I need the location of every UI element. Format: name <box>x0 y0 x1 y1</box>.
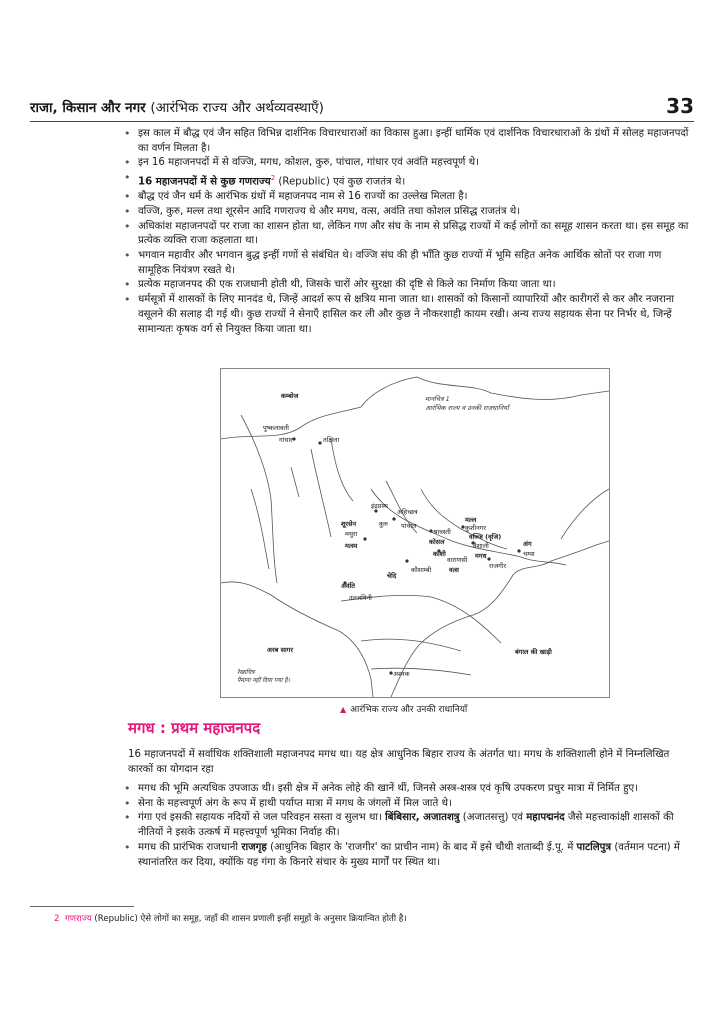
map-label-kuru: कुरु <box>379 520 388 528</box>
map-title <box>425 395 509 413</box>
footnote-text: (Republic) ऐसे लोगों का समूह, जहाँ की शासन प्रणाली इन्हीं समूहों के अनुसार क्रियान्वित होती है। <box>94 914 407 924</box>
map-label-bay-of-bengal: बंगाल की खाड़ी <box>515 648 552 656</box>
map-label-kushinagar: कुशीनगर <box>465 524 487 532</box>
map-label-vajji: वज्जि (वृजि) <box>469 533 502 541</box>
footnote-ref: 2 <box>270 174 276 183</box>
list-item: • सेना के महत्त्वपूर्ण अंग के रूप में हाथी पर्याप्त मात्रा में मगध के जंगलों में मिल जाते थे। <box>128 797 694 812</box>
map-title-line-2: आरंभिक राज्य व उनकी राजधानियाँ <box>425 404 509 412</box>
footnote <box>54 912 407 924</box>
map-label-kosala: कोसल <box>429 538 445 546</box>
map-label-avanti: अवंति <box>341 582 355 590</box>
list-item: • इन 16 महाजनपदों में से वज्जि, मगध, कोशल, कुरु, पांचाल, गांधार एवं अवंति महत्त्वपूर्ण थे। <box>128 156 694 171</box>
intro-paragraph: 16 महाजनपदों में सर्वाधिक शक्तिशाली महाजनपद मगध था। यह क्षेत्र आधुनिक बिहार राज्य के अंतर्गत था। मगध के शक्तिशाली होने में निम्नलिखित कारकों का योगदान रहा <box>128 749 670 775</box>
bullet-text: 16 महाजनपदों में से कुछ गणराज्य <box>138 176 271 188</box>
list-item: • धर्मसूत्रों में शासकों के लिए मानदंड थे, जिन्हें आदर्श रूप से क्षत्रिय माना जाता था। शासकों को किसानों व्यापारियों और कारीगरों से कर और नजराना वसूलने की सलाह दी गई थी। कुछ राज्यों ने सेनाएँ हासिल कर ली और कुछ ने नौकरशाही कायम रखी। अन्य राज्य सहायक सेना पर निर्भर थे, जिन्हें सामान्यतः कृषक वर्ग से नियुक्त किया जाता था। <box>128 293 694 337</box>
bold-term: महापद्मनंद <box>526 812 565 824</box>
chapter-title <box>30 98 324 116</box>
footnote-rule <box>30 906 134 907</box>
list-item: • मगध की भूमि अत्यधिक उपजाऊ थी। इसी क्षेत्र में अनेक लोहे की खानें थीं, जिनसे अस्त्र-शस्त्र एवं कृषि उपकरण प्रचुर मात्रा में निर्मित हुए। <box>128 782 694 797</box>
map-caption <box>340 702 467 715</box>
map-note-line-2: पैमाना नहीं दिया गया है। <box>237 677 290 684</box>
map-caption-text: आरंभिक राज्य और उनकी राधानियाँ <box>350 705 468 715</box>
map-label-rajgir: राजगीर <box>489 562 507 570</box>
map-label-panchal: पांचाल <box>401 522 417 530</box>
list-item <box>128 811 694 840</box>
map-note <box>237 669 290 685</box>
list-item: • वज्जि, कुरु, मल्ल तथा शूरसेन आदि गणराज्य थे और मगध, वत्स, अवंति तथा कोशल प्रसिद्ध राजतंत्र थे। <box>128 205 694 220</box>
map-label-takshila: तक्षिला <box>323 436 340 444</box>
bold-term: बिंबिसार, अजातशत्रु <box>385 812 460 824</box>
map-label-ujjayini: उज्जयिनी <box>349 594 372 602</box>
footnote-term: गणराज्य <box>64 914 92 924</box>
bullet-text: (वर्तमान पटना) में स्थानांतरित कर दिया, क्योंकि यह गंगा के किनारे संचार के मुख्य मार्गों पर स्थित था। <box>138 841 680 868</box>
list-item: • भगवान महावीर और भगवान बुद्ध इन्हीं गणों से संबंधित थे। वज्जि संघ की ही भाँति कुछ राज्यों में भूमि सहित अनेक आर्थिक स्रोतों पर राजा गण सामूहिक नियंत्रण रखते थे। <box>128 249 694 278</box>
list-item: • इस काल में बौद्ध एवं जैन सहित विभिन्न दार्शनिक विचारधाराओं का विकास हुआ। इन्हीं धार्मिक एवं दार्शनिक विचारधाराओं के ग्रंथों में सोलह महाजनपदों का वर्णन मिलता है। <box>128 127 694 156</box>
map-label-kashi: काशी <box>433 550 446 558</box>
bullet-text: जैसे महत्त्वाकांक्षी शासकों की नीतियों ने इसके उत्कर्ष में महत्त्वपूर्ण भूमिका निर्वाह की। <box>138 812 674 839</box>
map-label-ashmaka: अश्मक <box>393 670 410 678</box>
bullet-text: (अजातसत्तु) एवं <box>462 812 523 824</box>
page-header <box>30 96 694 120</box>
list-item <box>128 171 694 190</box>
bold-term: राजगृह <box>241 841 267 853</box>
map-title-line-1: मानचित्र 1 <box>425 395 450 403</box>
map-label-indraprastha: इंद्रप्रस्थ <box>371 502 388 510</box>
list-item <box>128 841 694 870</box>
bullet-text: (आधुनिक बिहार के 'राजगीर' का प्राचीन नाम) के बाद में इसे चौथी शताब्दी ई.पू. में <box>270 841 574 853</box>
bullet-text-rest: (Republic) एवं कुछ राजतंत्र थे। <box>275 176 406 188</box>
magadh-bullet-list <box>128 782 694 870</box>
map-label-anga: अंग <box>523 540 532 548</box>
map-label-kaushambi: कौशाम्बी <box>411 566 432 574</box>
map-label-malla: मल्ल <box>465 516 477 524</box>
bold-term: पाटलिपुत्र <box>576 841 612 853</box>
map-figure <box>220 368 610 698</box>
map-label-vaishali: वैशाली <box>473 542 489 550</box>
chapter-title-main: राजा, किसान और नगर <box>30 100 146 116</box>
map-label-kamboj: कम्बोज <box>281 392 299 400</box>
map-label-magadha: मगध <box>475 552 487 560</box>
bullet-text: गंगा एवं इसकी सहायक नदियों से जल परिवहन सस्ता व सुलभ था। <box>138 812 382 824</box>
map-label-shravasti: श्रावस्ती <box>433 528 451 536</box>
map-label-gandhar: गांधार <box>279 436 293 444</box>
section-heading: मगध : प्रथम महाजनपद <box>128 719 261 737</box>
triangle-icon: ▲ <box>340 705 347 714</box>
footnote-number: 2 <box>54 914 60 924</box>
map-label-pushkalavati: पुष्कलावती <box>263 424 289 432</box>
page-number: 33 <box>666 94 694 118</box>
map-label-matsya: मत्स्य <box>345 542 358 550</box>
map-label-ahichhatra: अहिच्छत्र <box>397 508 418 516</box>
map-label-shurasena: शूरसेन <box>341 520 357 528</box>
header-rule <box>30 121 694 122</box>
intro-bullet-list <box>128 127 694 337</box>
map-label-vatsa: वत्स <box>449 566 459 574</box>
map-label-chedi: चेदि <box>387 572 397 580</box>
map-label-varanasi: वाराणसी <box>447 556 468 564</box>
chapter-subtitle: (आरंभिक राज्य और अर्थव्यवस्थाएँ) <box>150 100 324 116</box>
map-label-mathura: मथुरा <box>345 530 358 538</box>
bullet-text: मगध की प्रारंभिक राजधानी <box>138 841 239 853</box>
list-item: • अधिकांश महाजनपदों पर राजा का शासन होता था, लेकिन गण और संघ के नाम से प्रसिद्ध राज्यों में कई लोगों का समूह शासन करता था। इस समूह का प्रत्येक व्यक्ति राजा कहलाता था। <box>128 220 694 249</box>
list-item: • प्रत्येक महाजनपद की एक राजधानी होती थी, जिसके चारों ओर सुरक्षा की दृष्टि से किले का निर्माण किया जाता था। <box>128 278 694 293</box>
map-note-line-1: रेखाचित्र <box>237 669 255 676</box>
map-label-champa: चम्पा <box>523 550 535 558</box>
list-item: • बौद्ध एवं जैन धर्म के आरंभिक ग्रंथों में महाजनपद नाम से 16 राज्यों का उल्लेख मिलता है। <box>128 190 694 205</box>
map-label-arab-sea: अरब सागर <box>267 646 293 654</box>
